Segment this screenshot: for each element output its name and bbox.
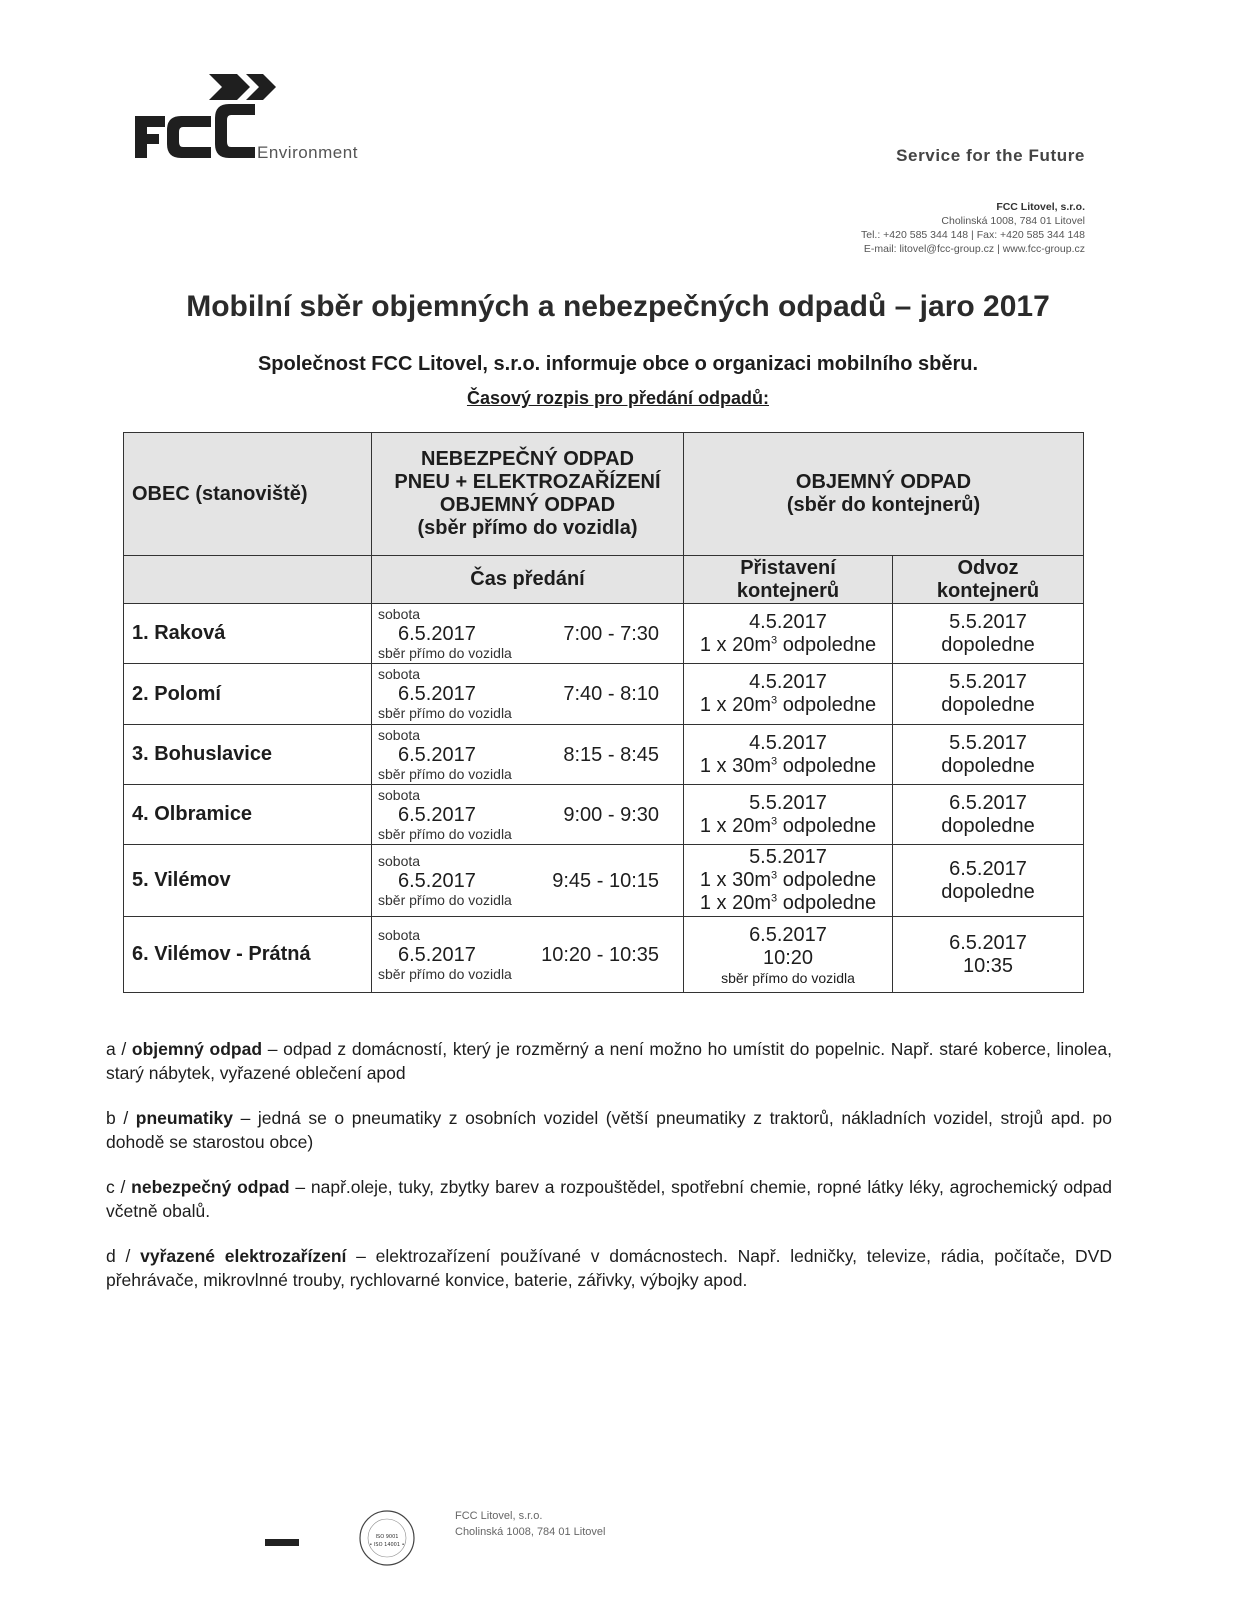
placement-line: 5.5.2017 <box>749 791 827 814</box>
header-bulky-line: (sběr do kontejnerů) <box>786 494 981 516</box>
placement-line: 10:20 <box>762 946 814 969</box>
placement-volume-exp: 3 <box>771 694 778 707</box>
header-hazardous-line: OBJEMNÝ ODPAD <box>439 494 616 516</box>
handover-day: sobota <box>378 605 421 622</box>
cell-obec: 3. Bohuslavice <box>124 725 372 785</box>
cell-placement <box>684 725 893 785</box>
tagline: Service for the Future <box>896 146 1085 165</box>
placement-period: odpoledne <box>777 814 877 837</box>
table-row <box>124 664 1084 725</box>
placement-volume-exp: 3 <box>771 633 778 646</box>
company-phone-fax: Tel.: +420 585 344 148 | Fax: +420 585 344 148 <box>861 229 1085 241</box>
header-bulky <box>684 433 1084 556</box>
placement-period: odpoledne <box>777 694 877 716</box>
cell-handover <box>372 785 684 845</box>
handover-day: sobota <box>378 726 421 743</box>
placement-line <box>684 634 892 657</box>
cell-removal <box>893 725 1084 785</box>
schedule-rows <box>124 604 1084 993</box>
placement-period: odpoledne <box>777 869 877 891</box>
note-term: objemný odpad <box>131 1039 263 1059</box>
handover-day: sobota <box>378 926 421 943</box>
placement-line: sběr přímo do vozidla <box>721 969 855 986</box>
page-subtitle: Společnost FCC Litovel, s.r.o. informuje obce o organizaci mobilního sběru. <box>257 353 979 375</box>
table-row <box>124 845 1084 917</box>
handover-time: 9:45 - 10:15 <box>552 869 659 892</box>
note-term: nebezpečný odpad <box>131 1177 290 1197</box>
placement-period: odpoledne <box>777 754 877 777</box>
handover-datetime <box>372 869 683 893</box>
cell-obec: 5. Vilémov <box>124 845 372 917</box>
handover-datetime <box>372 743 683 767</box>
note-prefix: b / <box>106 1108 136 1128</box>
company-contact <box>861 200 1085 256</box>
cell-handover <box>372 917 684 993</box>
note-paragraph <box>106 1106 1112 1154</box>
cell-placement <box>684 664 893 725</box>
note-paragraph <box>106 1244 1112 1292</box>
handover-note: sběr přímo do vozidla <box>378 825 512 842</box>
cell-handover <box>372 604 684 664</box>
placement-period: odpoledne <box>777 633 877 656</box>
handover-day: sobota <box>378 852 421 869</box>
company-address: Cholinská 1008, 784 01 Litovel <box>941 215 1085 227</box>
placement-volume: 1 x 20m <box>699 694 772 716</box>
handover-datetime <box>372 682 683 706</box>
note-prefix: a / <box>106 1039 132 1059</box>
note-text: – elektrozařízení používané v domácnostech. Např. ledničky, televize, rádia, počítače, DVD přehrávače, mikrovlnné trouby, rychlovarné konvice, baterie, zářivky, výbojky apod. <box>106 1246 1112 1290</box>
handover-note: sběr přímo do vozidla <box>378 644 512 661</box>
note-term: pneumatiky <box>135 1108 234 1128</box>
cell-removal <box>893 664 1084 725</box>
removal-line: 5.5.2017 <box>949 671 1027 693</box>
header-removal <box>893 556 1084 604</box>
note-paragraph <box>106 1037 1112 1085</box>
cell-removal <box>893 917 1084 993</box>
header-obec: OBEC (stanoviště) <box>124 433 372 556</box>
cell-removal <box>893 845 1084 917</box>
removal-line: dopoledne <box>941 754 1035 777</box>
header-hazardous-line: PNEU + ELEKTROZAŘÍZENÍ <box>394 471 661 493</box>
note-text: – např.oleje, tuky, zbytky barev a rozpouštědel, spotřební chemie, ropné látky léky, agrochemický odpad včetně obalů. <box>106 1177 1113 1221</box>
placement-volume: 1 x 20m <box>699 892 772 914</box>
note-prefix: c / <box>106 1177 132 1197</box>
header-removal-line: kontejnerů <box>936 579 1040 602</box>
header-hazardous-line: (sběr přímo do vozidla) <box>417 517 638 539</box>
iso-seal-icon <box>356 1508 418 1568</box>
placement-line <box>684 892 892 915</box>
placement-volume: 1 x 20m <box>699 633 772 656</box>
handover-time: 10:20 - 10:35 <box>541 943 659 966</box>
removal-line: dopoledne <box>941 814 1035 837</box>
placement-volume-exp: 3 <box>771 754 778 767</box>
placement-line <box>684 815 892 838</box>
removal-line: dopoledne <box>941 880 1035 903</box>
placement-line <box>684 694 892 717</box>
header-placement-line: Přistavení <box>740 556 836 579</box>
header-placement-line: kontejnerů <box>736 579 840 602</box>
handover-time: 8:15 - 8:45 <box>563 743 659 766</box>
cell-handover <box>372 664 684 725</box>
note-term: vyřazené elektrozařízení <box>140 1246 347 1266</box>
seal-line: • ISO 14001 • <box>369 1542 405 1548</box>
cell-obec: 6. Vilémov - Prátná <box>124 917 372 993</box>
placement-line: 6.5.2017 <box>749 923 827 946</box>
cell-placement <box>684 917 893 993</box>
removal-line: 10:35 <box>962 954 1014 977</box>
handover-date: 6.5.2017 <box>398 743 476 766</box>
placement-volume: 1 x 30m <box>699 754 772 777</box>
placement-volume: 1 x 20m <box>699 814 772 837</box>
note-text: – jedná se o pneumatiky z osobních vozidel (větší pneumatiky z traktorů, nákladních vozidel, strojů apd. po dohodě se starostou obce) <box>106 1108 1112 1152</box>
removal-line: 6.5.2017 <box>949 857 1027 880</box>
placement-volume: 1 x 30m <box>699 869 772 891</box>
handover-time: 9:00 - 9:30 <box>563 803 659 826</box>
schedule-heading: Časový rozpis pro předání odpadů: <box>466 388 770 408</box>
handover-note: sběr přímo do vozidla <box>378 965 512 982</box>
seal-line: ISO 9001 <box>375 1534 399 1540</box>
placement-line: 4.5.2017 <box>749 671 827 693</box>
footer-logo-mark <box>265 1539 299 1546</box>
notes-section <box>106 1037 1112 1313</box>
cell-removal <box>893 604 1084 664</box>
cell-placement <box>684 785 893 845</box>
header-hazardous <box>372 433 684 556</box>
cell-obec: 1. Raková <box>124 604 372 664</box>
header-placement <box>684 556 893 604</box>
placement-line: 5.5.2017 <box>749 846 827 868</box>
handover-time: 7:40 - 8:10 <box>563 683 659 705</box>
handover-day: sobota <box>378 666 421 682</box>
removal-line: dopoledne <box>941 694 1035 716</box>
handover-date: 6.5.2017 <box>398 869 476 892</box>
header-empty-cell <box>124 556 372 604</box>
schedule-table <box>123 432 1084 993</box>
removal-line: 6.5.2017 <box>949 931 1027 954</box>
removal-line: 5.5.2017 <box>949 610 1027 633</box>
table-row <box>124 785 1084 845</box>
placement-period: odpoledne <box>777 892 877 914</box>
company-name: FCC Litovel, s.r.o. <box>996 201 1085 213</box>
handover-note: sběr přímo do vozidla <box>378 705 512 721</box>
handover-note: sběr přímo do vozidla <box>378 765 512 782</box>
removal-line: 5.5.2017 <box>949 731 1027 754</box>
cell-removal <box>893 785 1084 845</box>
note-paragraph <box>106 1175 1112 1223</box>
header-handover-time: Čas předání <box>372 556 684 604</box>
note-text: – odpad z domácností, který je rozměrný a není možno ho umístit do popelnic. Např. staré koberce, linolea, starý nábytek, vyřazené oblečení apod <box>106 1039 1113 1083</box>
placement-line: 4.5.2017 <box>749 610 827 633</box>
handover-date: 6.5.2017 <box>398 803 476 826</box>
cell-placement <box>684 845 893 917</box>
header-hazardous-line: NEBEZPEČNÝ ODPAD <box>421 448 634 470</box>
placement-volume-exp: 3 <box>771 814 778 827</box>
handover-time: 7:00 - 7:30 <box>563 622 659 645</box>
handover-day: sobota <box>378 786 421 803</box>
handover-date: 6.5.2017 <box>398 622 476 645</box>
company-logo <box>133 74 383 166</box>
cell-handover <box>372 845 684 917</box>
removal-line: dopoledne <box>941 633 1035 656</box>
cell-obec: 2. Polomí <box>124 664 372 725</box>
handover-date: 6.5.2017 <box>398 943 476 966</box>
table-row <box>124 725 1084 785</box>
table-row <box>124 917 1084 993</box>
footer-company <box>455 1508 605 1540</box>
company-email-web: E-mail: litovel@fcc-group.cz | www.fcc-group.cz <box>863 243 1085 255</box>
logo-subtitle: Environment <box>257 143 358 162</box>
page-title: Mobilní sběr objemných a nebezpečných odpadů – jaro 2017 <box>186 290 1050 323</box>
cell-handover <box>372 725 684 785</box>
placement-line <box>684 755 892 778</box>
cell-obec: 4. Olbramice <box>124 785 372 845</box>
footer-company-name: FCC Litovel, s.r.o. <box>455 1510 543 1522</box>
cell-placement <box>684 604 893 664</box>
note-prefix: d / <box>106 1246 141 1266</box>
table-row <box>124 604 1084 664</box>
footer-address: Cholinská 1008, 784 01 Litovel <box>455 1526 606 1538</box>
placement-volume-exp: 3 <box>771 892 778 905</box>
header-bulky-line: OBJEMNÝ ODPAD <box>795 471 972 493</box>
placement-line: 4.5.2017 <box>749 731 827 754</box>
handover-datetime <box>372 943 683 967</box>
handover-datetime <box>372 622 683 646</box>
removal-line: 6.5.2017 <box>949 791 1027 814</box>
placement-volume-exp: 3 <box>771 869 778 882</box>
handover-datetime <box>372 803 683 827</box>
handover-date: 6.5.2017 <box>398 683 476 705</box>
placement-line <box>684 869 892 892</box>
header-removal-line: Odvoz <box>957 556 1019 579</box>
handover-note: sběr přímo do vozidla <box>378 891 512 908</box>
